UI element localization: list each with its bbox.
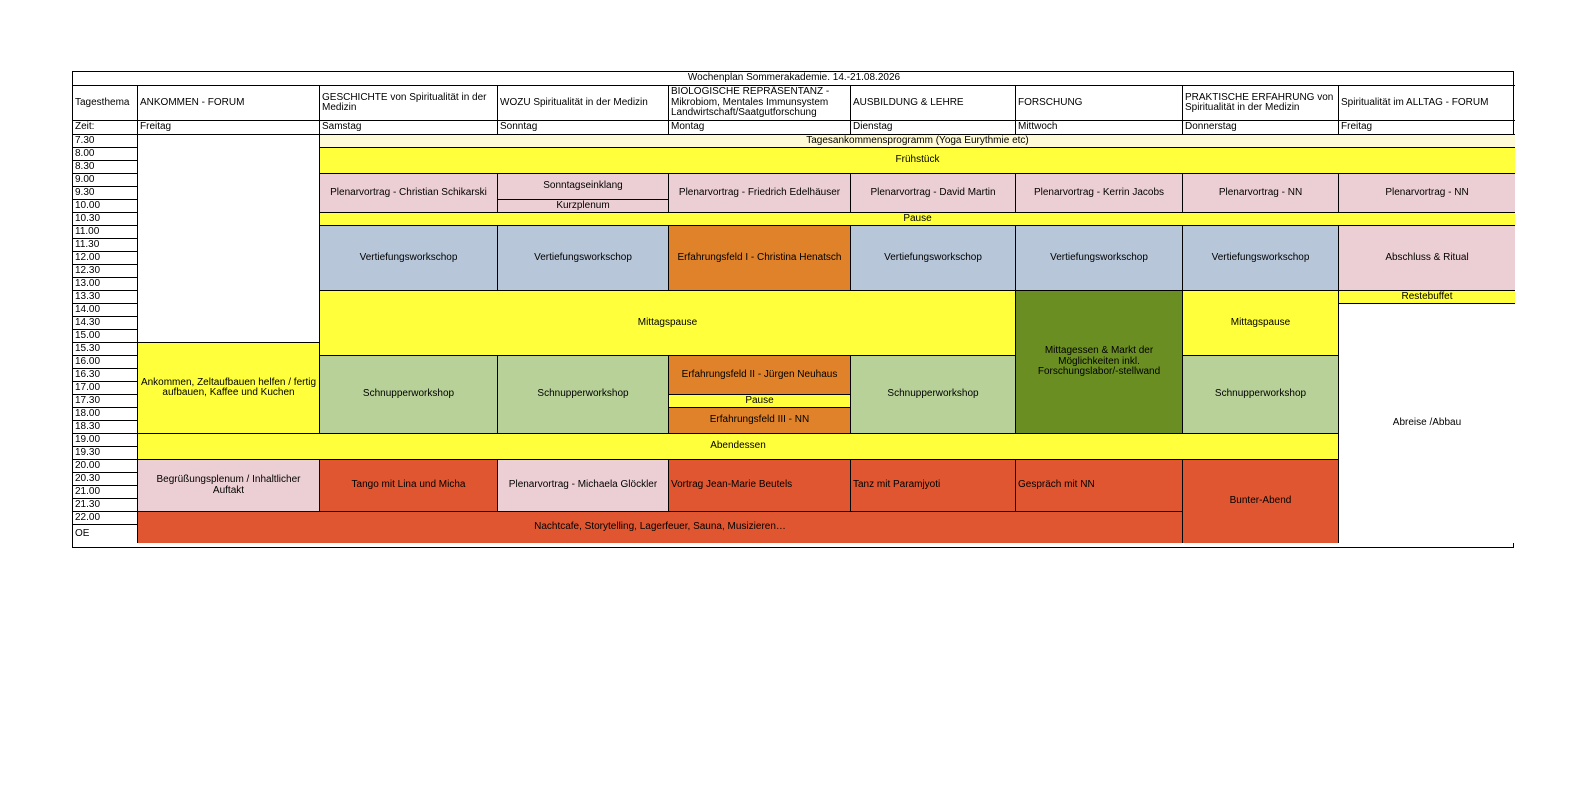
time-label: 13.30 [73, 291, 138, 304]
theme-friday-2: Spiritualität im ALLTAG - FORUM [1339, 86, 1515, 121]
event-schnupperworkshop: Schnupperworkshop [320, 356, 498, 434]
time-label: 9.00 [73, 174, 138, 187]
time-label: 14.00 [73, 304, 138, 317]
time-label: 15.00 [73, 330, 138, 343]
event-markt-der-moeglichkeiten: Mittagessen & Markt der Möglichkeiten inkl. Forschungslabor/-stellwand [1016, 291, 1183, 434]
time-label: 18.30 [73, 421, 138, 434]
time-label: 21.30 [73, 499, 138, 512]
event-vortrag-beutels: Vortrag Jean-Marie Beutels [669, 460, 851, 512]
event-vertiefungsworkshop: Vertiefungsworkschop [320, 226, 498, 291]
time-label: 22.00 [73, 512, 138, 525]
theme-row-label: Tagesthema [73, 86, 138, 121]
day-monday: Montag [669, 121, 851, 135]
time-label: 18.00 [73, 408, 138, 421]
day-friday-1: Freitag [138, 121, 320, 135]
event-plenarvortrag: Plenarvortrag - Friedrich Edelhäuser [669, 174, 851, 213]
theme-sunday: WOZU Spiritualität in der Medizin [498, 86, 669, 121]
event-mittagspause: Mittagspause [1183, 291, 1339, 356]
time-label: 10.30 [73, 213, 138, 226]
time-label: 11.30 [73, 239, 138, 252]
time-label: 9.30 [73, 187, 138, 200]
time-label: 20.00 [73, 460, 138, 473]
time-label: 20.30 [73, 473, 138, 486]
time-label: 8.00 [73, 148, 138, 161]
event-plenarvortrag: Plenarvortrag - Michaela Glöckler [498, 460, 669, 512]
empty-cell [138, 135, 320, 343]
event-erfahrungsfeld-2: Erfahrungsfeld II - Jürgen Neuhaus [669, 356, 851, 395]
time-label: 12.00 [73, 252, 138, 265]
theme-wednesday: FORSCHUNG [1016, 86, 1183, 121]
event-plenarvortrag: Plenarvortrag - Kerrin Jacobs [1016, 174, 1183, 213]
time-label: 15.30 [73, 343, 138, 356]
event-schnupperworkshop: Schnupperworkshop [1183, 356, 1339, 434]
event-pause: Pause [669, 395, 851, 408]
weekly-schedule-table [72, 71, 1514, 548]
event-vertiefungsworkshop: Vertiefungsworkschop [498, 226, 669, 291]
day-sunday: Sonntag [498, 121, 669, 135]
event-pause: Pause [320, 213, 1515, 226]
event-bunter-abend: Bunter-Abend [1183, 460, 1339, 543]
time-label: 10.00 [73, 200, 138, 213]
event-ankommen: Ankommen, Zeltaufbauen helfen / fertig aufbauen, Kaffee und Kuchen [138, 343, 320, 434]
theme-friday-1: ANKOMMEN - FORUM [138, 86, 320, 121]
time-label: OE [73, 525, 138, 543]
time-label: 11.00 [73, 226, 138, 239]
event-erfahrungsfeld-1: Erfahrungsfeld I - Christina Henatsch [669, 226, 851, 291]
day-tuesday: Dienstag [851, 121, 1016, 135]
time-label: 7.30 [73, 135, 138, 148]
theme-monday: BIOLOGISCHE REPRÄSENTANZ - Mikrobiom, Mentales Immunsystem Landwirtschaft/Saatgutforschung [669, 86, 851, 121]
event-abschluss-ritual: Abschluss & Ritual [1339, 226, 1515, 291]
day-saturday: Samstag [320, 121, 498, 135]
time-label: 14.30 [73, 317, 138, 330]
time-label: 19.30 [73, 447, 138, 460]
time-label: 13.00 [73, 278, 138, 291]
schedule-title: Wochenplan Sommerakademie. 14.-21.08.2026 [73, 72, 1515, 86]
time-label: 17.00 [73, 382, 138, 395]
event-vertiefungsworkshop: Vertiefungsworkschop [851, 226, 1016, 291]
event-plenarvortrag: Plenarvortrag - NN [1339, 174, 1515, 213]
event-plenarvortrag: Plenarvortrag - Christian Schikarski [320, 174, 498, 213]
event-abendessen: Abendessen [138, 434, 1339, 460]
time-label: 8.30 [73, 161, 138, 174]
event-restebuffet: Restebuffet [1339, 291, 1515, 304]
time-row-label: Zeit: [73, 121, 138, 135]
event-plenarvortrag: Plenarvortrag - David Martin [851, 174, 1016, 213]
event-vertiefungsworkshop: Vertiefungsworkschop [1183, 226, 1339, 291]
event-schnupperworkshop: Schnupperworkshop [851, 356, 1016, 434]
event-tanz: Tanz mit Paramjyoti [851, 460, 1016, 512]
time-label: 12.30 [73, 265, 138, 278]
theme-thursday: PRAKTISCHE ERFAHRUNG von Spiritualität in der Medizin [1183, 86, 1339, 121]
event-vertiefungsworkshop: Vertiefungsworkschop [1016, 226, 1183, 291]
event-tagesankommen: Tagesankommensprogramm (Yoga Eurythmie etc) [320, 135, 1515, 148]
time-label: 16.00 [73, 356, 138, 369]
event-plenarvortrag: Plenarvortrag - NN [1183, 174, 1339, 213]
theme-tuesday: AUSBILDUNG & LEHRE [851, 86, 1016, 121]
time-label: 17.30 [73, 395, 138, 408]
time-label: 19.00 [73, 434, 138, 447]
event-fruehstueck: Frühstück [320, 148, 1515, 174]
event-erfahrungsfeld-3: Erfahrungsfeld III - NN [669, 408, 851, 434]
time-label: 16.30 [73, 369, 138, 382]
day-thursday: Donnerstag [1183, 121, 1339, 135]
event-nachtcafe: Nachtcafe, Storytelling, Lagerfeuer, Sauna, Musizieren… [138, 512, 1183, 543]
event-kurzplenum: Kurzplenum [498, 200, 669, 213]
event-gespraech: Gespräch mit NN [1016, 460, 1183, 512]
event-abreise: Abreise /Abbau [1339, 304, 1515, 543]
theme-saturday: GESCHICHTE von Spiritualität in der Medizin [320, 86, 498, 121]
event-begruessungsplenum: Begrüßungsplenum / Inhaltlicher Auftakt [138, 460, 320, 512]
day-friday-2: Freitag [1339, 121, 1515, 135]
event-sonntagseinklang: Sonntagseinklang [498, 174, 669, 200]
day-wednesday: Mittwoch [1016, 121, 1183, 135]
event-schnupperworkshop: Schnupperworkshop [498, 356, 669, 434]
event-mittagspause: Mittagspause [320, 291, 1016, 356]
event-tango: Tango mit Lina und Micha [320, 460, 498, 512]
time-label: 21.00 [73, 486, 138, 499]
